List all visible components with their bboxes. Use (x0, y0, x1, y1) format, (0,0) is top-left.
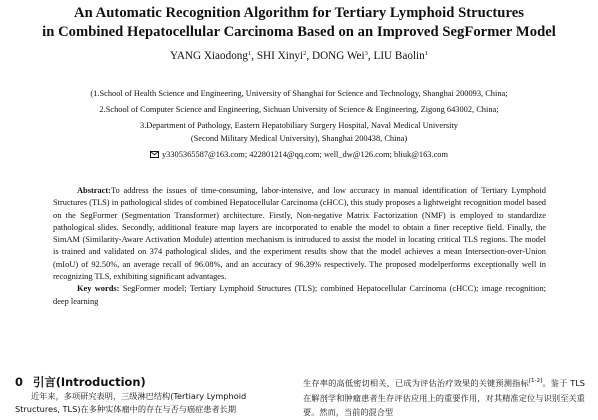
email-addresses: y3305365587@163.com; 422801214@qq.com; well_dw@126.com; bliuk@163.com (161, 150, 449, 159)
author-affiliation-mark: 1 (247, 50, 252, 57)
author-name: SHI Xinyi (256, 50, 304, 62)
author-name: DONG Wei (311, 50, 365, 62)
envelope-icon (150, 151, 159, 158)
intro-paragraph-right (303, 374, 585, 420)
abstract-label: Abstract: (77, 186, 111, 195)
abstract-text: To address the issues of time-consuming, labor-intensive, and low accuracy in manual identification of Tertiary Lymphoid Structures (TLS) in pathological slides of combined Hepatocellular Carcinoma (cHCC), this study proposes a lightweight recognition model based on the SegFormer (Segmentation Transformer) architecture. Firstly, Non-negative Matrix Factorization (NMF) is employed to standardize pathological slides. Secondly, additional feature map layers are incorporated to enable the model to obtain a finer receptive field. Finally, the SimAM (Similarity-Aware Activation Module) attention mechanism is introduced to assist the model in locating critical TLS regions. The model is trained and validated on 374 pathological slides, and the experiment results show that the model achieves a mean Intersection-over-Union (mIoU) of 92.50%, an average recall of 96.08%, and an accuracy of 96.39% respectively. The proposed modelperforms exceptionally well in recognizing TLS, exhibiting significant advantages. (53, 186, 546, 282)
intro-paragraph-left: 近年来，多项研究表明，三级淋巴结构(Tertiary Lymphoid Structures, TLS)在多种实体瘤中的存在与否与癌症患者长期 (15, 391, 247, 415)
author-list: YANG Xiaodong$^1$, SHI Xinyi$^2$, DONG Wei$^3$, LIU Baolin$^1$ (169, 50, 429, 62)
intro-text-part-b: 。鉴于 TLS 在解剖学和肿瘤患者生存评估应用上的重要作用，对其精准定位与识别至关重要。然而，当前的混合型 (303, 378, 585, 418)
author-name: LIU Baolin (373, 50, 425, 62)
section-number: 0 (15, 375, 23, 389)
author-affiliation-mark: 1 (424, 50, 429, 57)
section-heading (15, 375, 146, 389)
affiliation-2: 2.School of Computer Science and Engineering, Sichuan University of Science & Engineering, Zigong 643002, China; (99, 105, 499, 114)
keywords-paragraph (53, 283, 546, 308)
keywords-label: Key words: (77, 284, 120, 294)
left-column-text (15, 390, 287, 417)
author-affiliation-mark: 2 (303, 50, 307, 57)
paper-title-line-1: An Automatic Recognition Algorithm for Tertiary Lymphoid Structures (74, 5, 524, 21)
keywords-text: SegFormer model; Tertiary Lymphoid Structures (TLS); combined Hepatocellular Carcinoma (cHCC); image recognition; deep learning (53, 284, 547, 306)
abstract-paragraph (53, 185, 546, 283)
author-name: YANG Xiaodong (169, 50, 248, 62)
email-line (0, 149, 598, 160)
abstract-block (53, 185, 546, 308)
paper-title-line-2: in Combined Hepatocellular Carcinoma Based on an Improved SegFormer Model (42, 24, 556, 40)
author-affiliation-mark: 3 (364, 50, 368, 57)
affiliation-3: 3.Department of Pathology, Eastern Hepatobiliary Surgery Hospital, Naval Medical University (140, 121, 458, 130)
citation-ref: [1-2] (528, 378, 543, 384)
affiliation-1: (1.School of Health Science and Engineering, University of Shanghai for Science and Technology, Shanghai 200093, China; (90, 89, 508, 98)
affiliation-3-continued: (Second Military Medical University), Shanghai 200438, China) (190, 134, 408, 143)
right-column-text (303, 374, 585, 420)
section-title: 引言(Introduction) (32, 375, 146, 389)
intro-text-part-a: 生存率的高低密切相关，已成为评估治疗效果的关键预测指标 (303, 378, 529, 388)
